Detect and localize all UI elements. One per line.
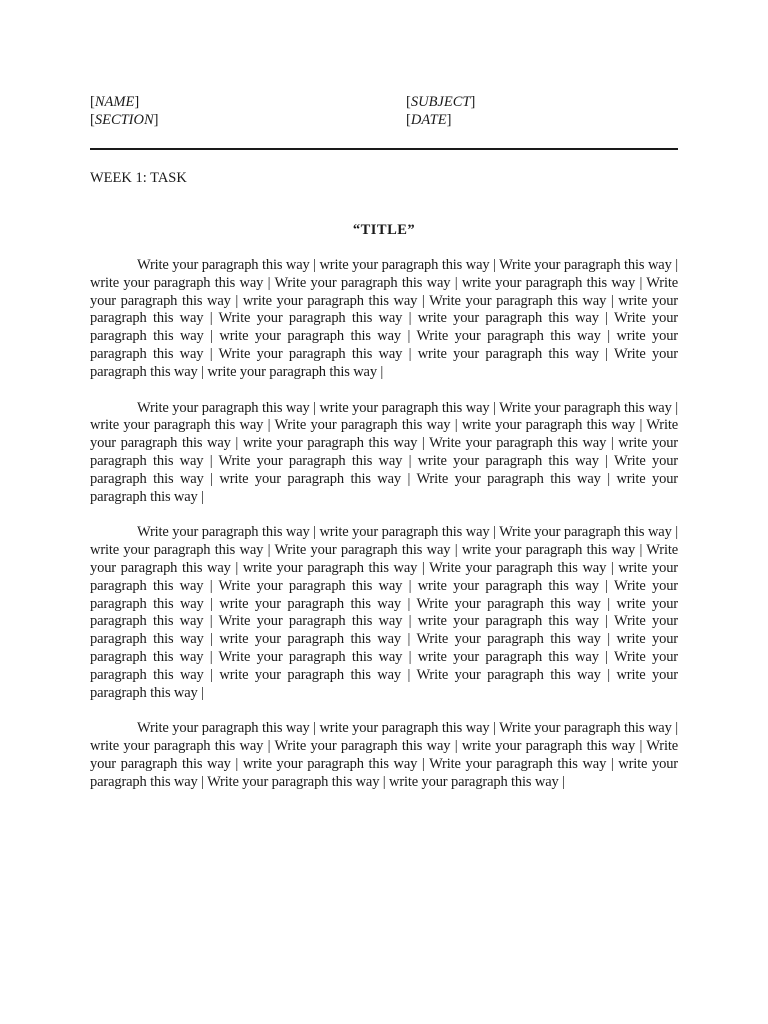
header-right-block <box>406 93 475 129</box>
document-title: “TITLE” <box>352 222 416 238</box>
document-body <box>90 257 678 810</box>
subject-placeholder: SUBJECT <box>410 94 471 110</box>
paragraph-4: Write your paragraph this way | write your paragraph this way | Write your paragraph this way | write your paragraph this way | Write your paragraph this way | write your paragraph this way | Write your paragraph this way | write your paragraph this way | Write your paragraph this way | write your paragraph this way | Write your paragraph this way | write your paragraph this way | <box>90 720 678 790</box>
paragraph-1: Write your paragraph this way | write your paragraph this way | Write your paragraph this way | write your paragraph this way | Write your paragraph this way | write your paragraph this way | Write your paragraph this way | write your paragraph this way | Write your paragraph this way | write your paragraph this way | Write your paragraph this way | write your paragraph this way | Write your paragraph this way | write your paragraph this way | Write your paragraph this way | write your paragraph this way | Write your paragraph this way | write your paragraph this way | Write your paragraph this way | write your paragraph this way | <box>90 257 678 380</box>
week-label: WEEK 1: TASK <box>90 170 187 186</box>
date-field: [DATE] <box>406 112 452 128</box>
name-placeholder: NAME <box>94 94 135 110</box>
section-field: [SECTION] <box>90 112 159 128</box>
name-field: [NAME] <box>90 94 140 110</box>
paragraph-3: Write your paragraph this way | write your paragraph this way | Write your paragraph this way | write your paragraph this way | Write your paragraph this way | write your paragraph this way | Write your paragraph this way | write your paragraph this way | Write your paragraph this way | write your paragraph this way | Write your paragraph this way | write your paragraph this way | Write your paragraph this way | write your paragraph this way | Write your paragraph this way | write your paragraph this way | Write your paragraph this way | write your paragraph this way | Write your paragraph this way | write your paragraph this way | Write your paragraph this way | write your paragraph this way | Write your paragraph this way | write your paragraph this way | Write your paragraph this way | write your paragraph this way | Write your paragraph this way | write your paragraph this way | <box>90 524 678 701</box>
date-placeholder: DATE <box>410 112 447 128</box>
header-left-block <box>90 93 159 129</box>
subject-field: [SUBJECT] <box>406 94 476 110</box>
header-divider <box>90 148 678 150</box>
section-placeholder: SECTION <box>94 112 154 128</box>
paragraph-2: Write your paragraph this way | write your paragraph this way | Write your paragraph this way | write your paragraph this way | Write your paragraph this way | write your paragraph this way | Write your paragraph this way | write your paragraph this way | Write your paragraph this way | write your paragraph this way | Write your paragraph this way | write your paragraph this way | Write your paragraph this way | write your paragraph this way | Write your paragraph this way | write your paragraph this way | <box>90 399 678 505</box>
